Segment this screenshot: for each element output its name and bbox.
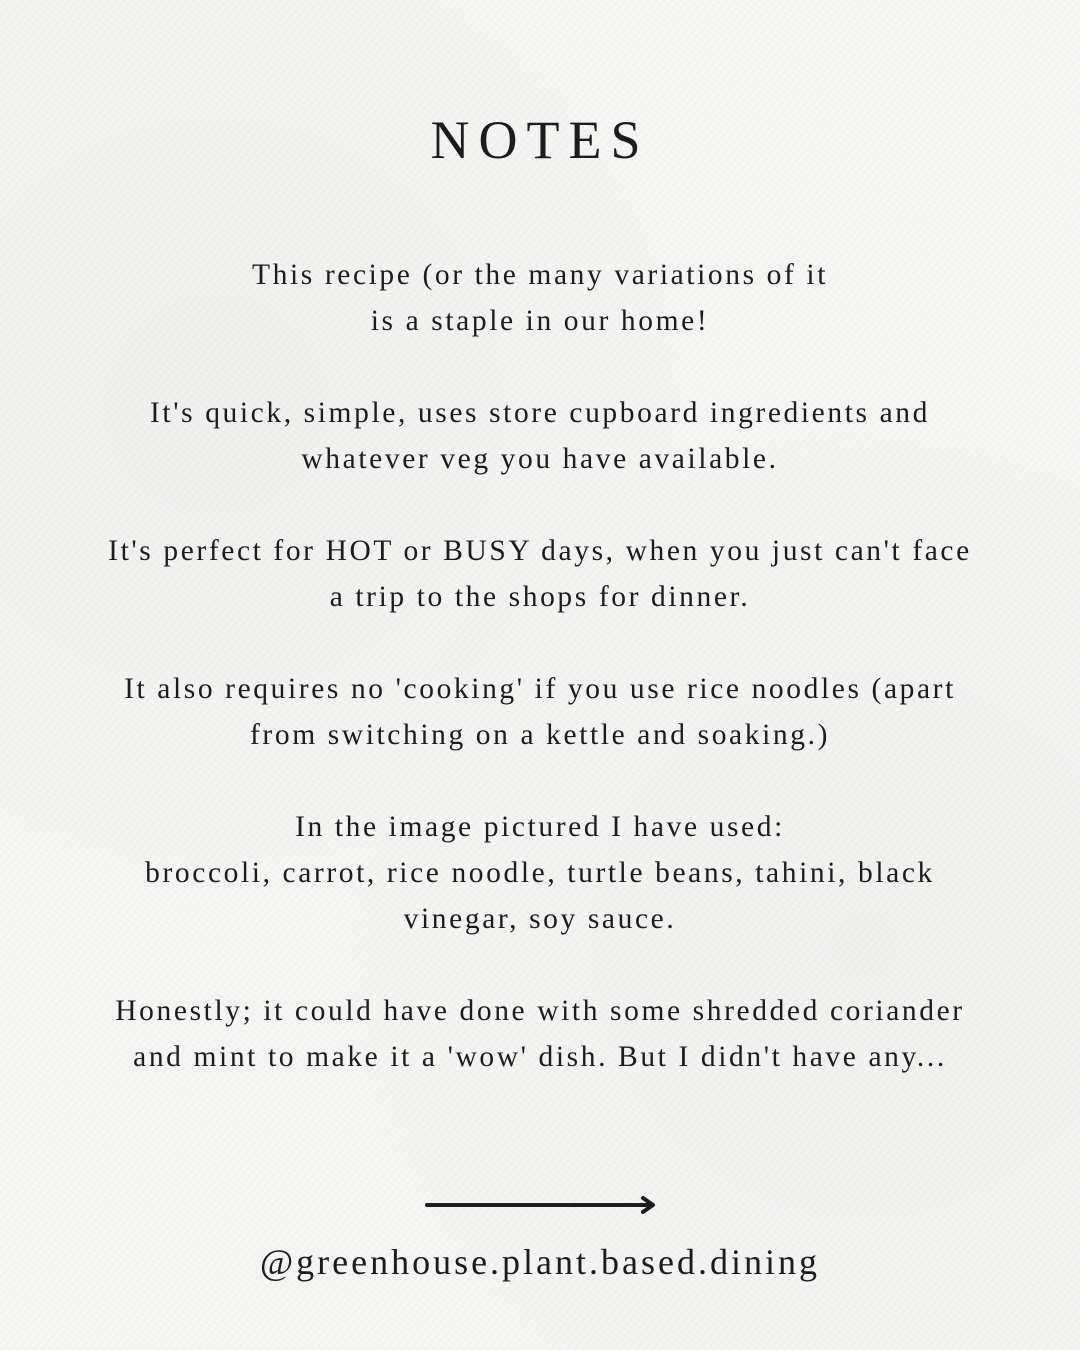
notes-paragraph [40,988,1040,1080]
notes-line: is a staple in our home! [370,305,710,337]
notes-line: This recipe (or the many variations of it [252,259,828,291]
notes-line: It also requires no 'cooking' if you use rice noodles (apart [124,673,956,705]
notes-line: whatever veg you have available. [301,443,779,475]
notes-line: from switching on a kettle and soaking.) [250,719,830,751]
notes-paragraph [40,252,1040,344]
notes-line: and mint to make it a 'wow' dish. But I didn't have any... [133,1041,947,1073]
right-arrow-icon [425,1194,657,1216]
notes-paragraph [40,390,1040,482]
notes-paragraph [40,804,1040,942]
notes-line: In the image pictured I have used: [295,811,785,843]
notes-paragraph [40,666,1040,758]
social-handle: @greenhouse.plant.based.dining [259,1242,821,1282]
notes-line: broccoli, carrot, rice noodle, turtle beans, tahini, black [145,857,935,889]
page-title: NOTES [430,110,650,170]
notes-line: It's perfect for HOT or BUSY days, when you just can't face [108,535,972,567]
notes-body [40,252,1040,1126]
notes-line: It's quick, simple, uses store cupboard ingredients and [150,397,930,429]
notes-line: vinegar, soy sauce. [403,903,677,935]
notes-line: Honestly; it could have done with some shredded coriander [115,995,965,1027]
notes-line: a trip to the shops for dinner. [329,581,751,613]
notes-paragraph [40,528,1040,620]
